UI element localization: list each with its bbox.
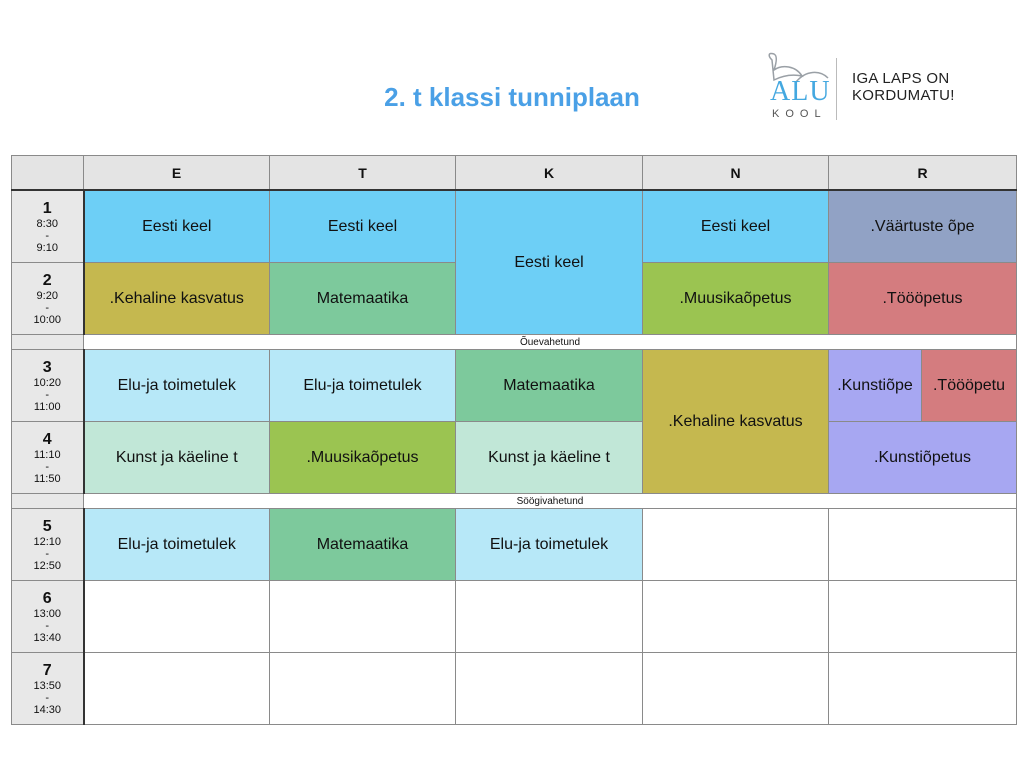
slogan-line-1: IGA LAPS ON <box>852 70 950 87</box>
period-number: 2 <box>42 271 52 289</box>
period-start: 9:20 <box>36 289 58 302</box>
period-number: 5 <box>42 517 52 535</box>
outdoor-break: Õuevahetund <box>84 335 1017 350</box>
empty-cell <box>829 653 1017 725</box>
lesson-cell: Elu-ja toimetulek <box>456 509 643 581</box>
period-start: 11:10 <box>33 448 61 461</box>
table-row <box>12 653 1017 725</box>
period-dash: - <box>45 388 50 401</box>
day-header-r: R <box>829 156 1017 191</box>
table-header-row <box>12 156 1017 191</box>
timetable <box>11 155 1017 725</box>
lesson-cell: .Töööpetu <box>922 350 1017 422</box>
period-header <box>12 581 84 653</box>
period-end: 14:30 <box>33 703 62 716</box>
day-header-k: K <box>456 156 643 191</box>
logo-wordmark: ALU <box>770 76 831 107</box>
lesson-cell: Kunst ja käeline t <box>84 422 270 494</box>
empty-cell <box>829 509 1017 581</box>
empty-cell <box>456 581 643 653</box>
lesson-cell: .Töööpetus <box>829 263 1017 335</box>
lesson-cell: Eesti keel <box>456 190 643 335</box>
table-row <box>12 509 1017 581</box>
period-number: 6 <box>42 589 52 607</box>
period-start: 10:20 <box>33 376 62 389</box>
empty-cell <box>456 653 643 725</box>
period-end: 10:00 <box>33 313 62 326</box>
break-header-cell <box>12 335 84 350</box>
lesson-cell: Eesti keel <box>84 190 270 263</box>
lesson-cell: Matemaatika <box>270 263 456 335</box>
period-end: 11:50 <box>33 472 61 485</box>
lesson-cell: Eesti keel <box>270 190 456 263</box>
lesson-cell: .Kehaline kasvatus <box>84 263 270 335</box>
table-row <box>12 190 1017 263</box>
period-header <box>12 653 84 725</box>
empty-cell <box>643 509 829 581</box>
corner-cell <box>12 156 84 191</box>
lesson-cell: Elu-ja toimetulek <box>84 350 270 422</box>
lesson-cell: Elu-ja toimetulek <box>84 509 270 581</box>
lesson-cell: Matemaatika <box>456 350 643 422</box>
day-header-e: E <box>84 156 270 191</box>
lesson-cell: .Kunstiõpetus <box>829 422 1017 494</box>
lesson-cell: Elu-ja toimetulek <box>270 350 456 422</box>
period-dash: - <box>45 460 50 473</box>
day-header-n: N <box>643 156 829 191</box>
logo-divider <box>836 58 837 120</box>
table-row <box>12 581 1017 653</box>
empty-cell <box>270 581 456 653</box>
lesson-cell: Matemaatika <box>270 509 456 581</box>
period-start: 8:30 <box>36 217 58 230</box>
empty-cell <box>270 653 456 725</box>
lesson-cell: .Kehaline kasvatus <box>643 350 829 494</box>
logo-subtitle: KOOL <box>772 108 827 120</box>
period-dash: - <box>45 229 50 242</box>
period-header <box>12 422 84 494</box>
logo-slogan <box>852 70 955 104</box>
page-title: 2. t klassi tunniplaan <box>384 82 640 112</box>
period-header <box>12 350 84 422</box>
lesson-cell: Eesti keel <box>643 190 829 263</box>
period-number: 1 <box>42 199 52 217</box>
lesson-cell: .Muusikaõpetus <box>643 263 829 335</box>
period-start: 13:50 <box>33 679 62 692</box>
period-dash: - <box>45 547 50 560</box>
day-header-t: T <box>270 156 456 191</box>
break-row <box>12 494 1017 509</box>
period-start: 12:10 <box>33 535 62 548</box>
empty-cell <box>643 653 829 725</box>
period-number: 7 <box>42 661 52 679</box>
lunch-break: Söögivahetund <box>84 494 1017 509</box>
break-row <box>12 335 1017 350</box>
period-end: 11:00 <box>33 400 61 413</box>
period-number: 3 <box>42 358 52 376</box>
period-header <box>12 509 84 581</box>
period-header <box>12 263 84 335</box>
lesson-cell: .Muusikaõpetus <box>270 422 456 494</box>
lesson-cell: .Väärtuste õpe <box>829 190 1017 263</box>
period-end: 9:10 <box>36 241 58 254</box>
empty-cell <box>643 581 829 653</box>
period-dash: - <box>45 691 50 704</box>
school-logo <box>760 52 990 124</box>
lesson-cell: .Kunstiõpe <box>829 350 922 422</box>
period-dash: - <box>45 301 50 314</box>
period-header <box>12 190 84 263</box>
table-row <box>12 350 1017 422</box>
period-dash: - <box>45 619 50 632</box>
table-row <box>12 422 1017 494</box>
break-header-cell <box>12 494 84 509</box>
empty-cell <box>84 653 270 725</box>
lesson-cell: Kunst ja käeline t <box>456 422 643 494</box>
empty-cell <box>829 581 1017 653</box>
slogan-line-2: KORDUMATU! <box>852 87 955 104</box>
period-end: 12:50 <box>33 559 62 572</box>
period-end: 13:40 <box>33 631 62 644</box>
empty-cell <box>84 581 270 653</box>
period-start: 13:00 <box>33 607 62 620</box>
period-number: 4 <box>42 430 52 448</box>
